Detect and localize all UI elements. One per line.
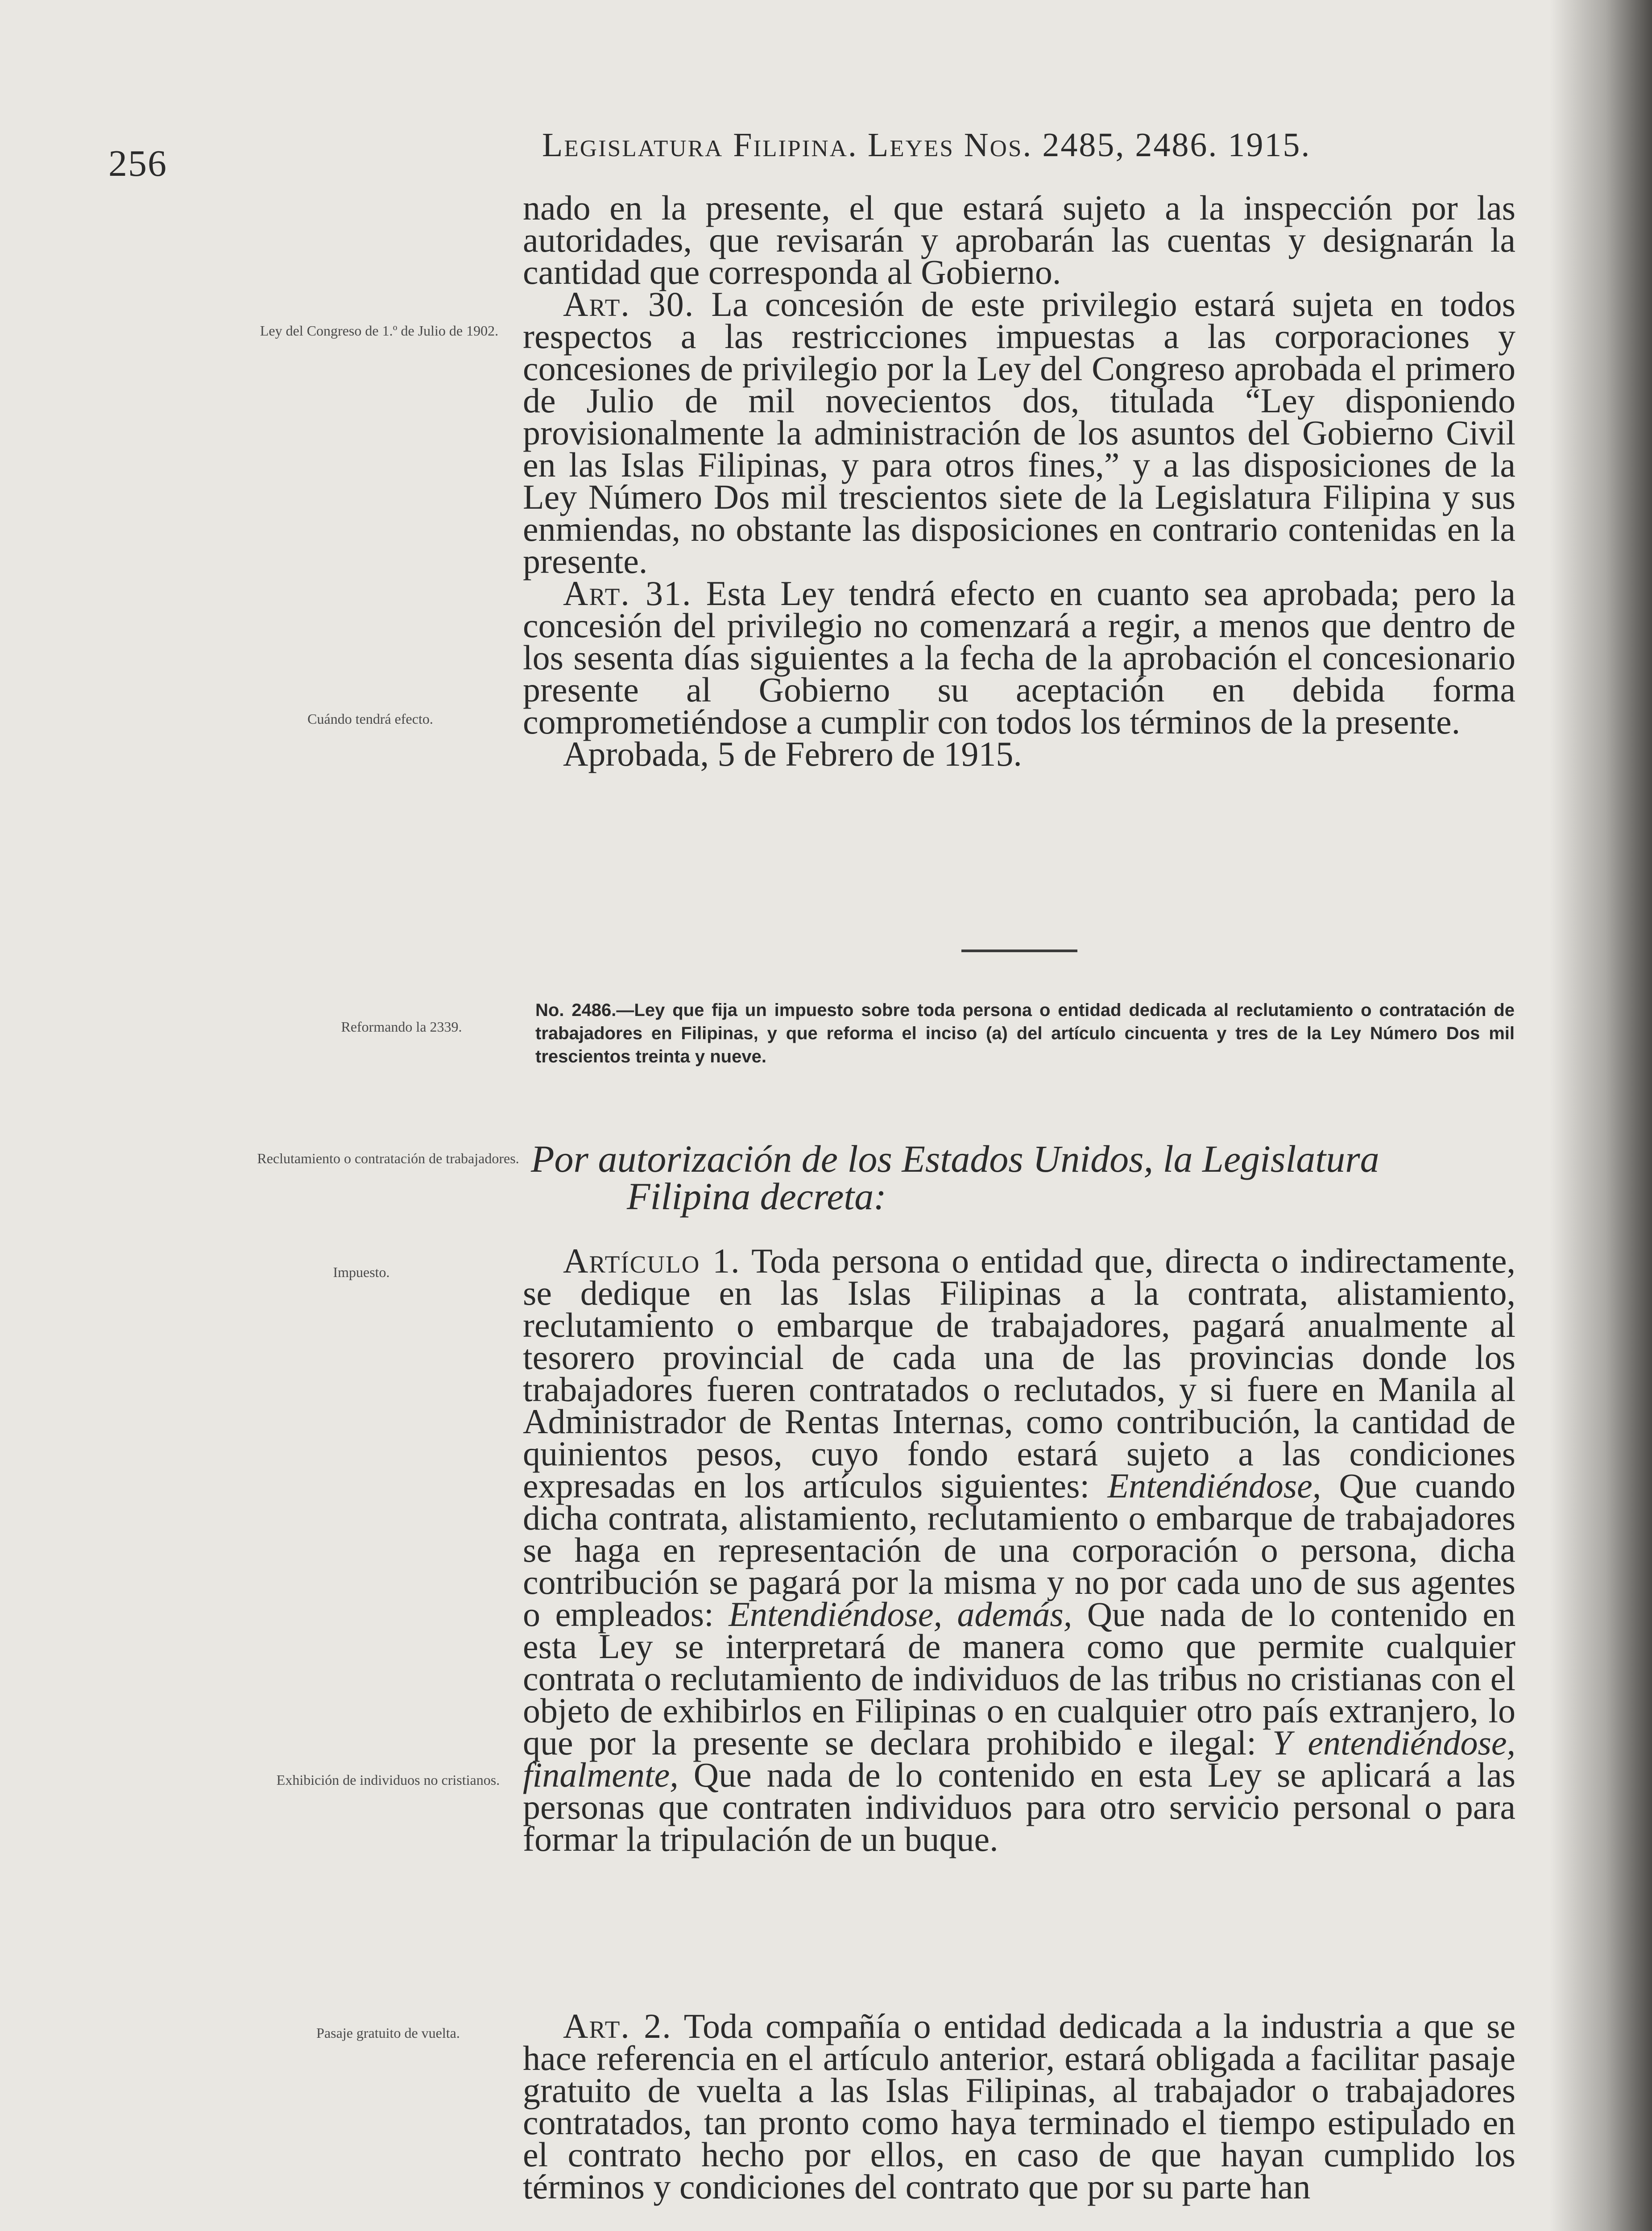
article-2-label: Art. 2. xyxy=(563,2007,672,2045)
margin-note-cuando-efecto: Cuándo tendrá efecto. xyxy=(307,711,433,727)
enacting-clause-line1: Por autorización de los Estados Unidos, la Legislatura xyxy=(531,1137,1379,1180)
margin-note-reformando: Reformando la 2339. xyxy=(341,1019,462,1035)
article-1-label: Artículo 1. xyxy=(563,1241,741,1280)
law-title: —Ley que fija un impuesto sobre toda persona o entidad dedicada al reclutamiento o contratación de trabajadores en Filipinas, y que reforma el inciso (a) del artículo cincuenta y tres de la Ley Número Dos mil trescientos treinta y nueve. xyxy=(535,1000,1515,1066)
margin-note-ley-congreso: Ley del Congreso de 1.º de Julio de 1902. xyxy=(260,323,499,339)
section-divider xyxy=(961,950,1077,952)
margin-note-reclutamiento: Reclutamiento o contratación de trabajadores. xyxy=(257,1150,519,1166)
law-number: No. 2486. xyxy=(535,1000,617,1020)
article-1-text-d: Que nada de lo contenido en esta Ley se aplicará a las personas que contraten individuos para otro servicio personal o para formar la tripulación de un buque. xyxy=(523,1755,1515,1858)
running-head: Legislatura Filipina. Leyes Nos. 2485, 2486. 1915. xyxy=(542,126,1311,164)
article-30 xyxy=(523,285,1516,581)
enacting-clause-line2: Filipina decreta: xyxy=(627,1175,886,1218)
article-2-text: Toda compañía o entidad dedicada a la industria a que se hace referencia en el artículo anterior, estará obligada a facilitar pasaje gratuito de vuelta a las Islas Filipinas, al trabajador o trabajadores contratados, tan pronto como haya terminado el tiempo estipulado en el contrato hecho por ellos, en caso de que hayan cumplido los términos y condiciones del contrato que por su parte han xyxy=(523,2007,1515,2206)
enacting-clause xyxy=(531,1137,1521,1218)
article-31-label: Art. 31. xyxy=(563,574,692,613)
article-1 xyxy=(523,1241,1516,1858)
text-block-article-1 xyxy=(523,1241,1516,1858)
margin-note-pasaje: Pasaje gratuito de vuelta. xyxy=(316,2025,460,2041)
paragraph-continuation: nado en la presente, el que estará sujeto a la inspección por las autoridades, que revisarán y aprobarán las cuentas y designarán la cantidad que corresponda al Gobierno. xyxy=(523,188,1515,291)
article-30-label: Art. 30. xyxy=(563,285,695,323)
approval-date: Aprobada, 5 de Febrero de 1915. xyxy=(563,734,1022,773)
article-1-text-b: Que cuando dicha contrata, alistamiento, reclutamiento o embarque de trabajadores se haga en representación de una corporación o persona, dicha contribución se pagará por la misma y no por cada uno de sus agentes o empleados: xyxy=(523,1466,1515,1634)
margin-note-exhibicion: Exhibición de individuos no cristianos. xyxy=(276,1772,500,1788)
article-31-text: Esta Ley tendrá efecto en cuanto sea aprobada; pero la concesión del privilegio no comenzará a regir, a menos que dentro de los sesenta días siguientes a la fecha de la aprobación el concesionario presente al Gobierno su aceptación en debida forma comprometiéndose a cumplir con todos los términos de la presente. xyxy=(523,574,1515,741)
margin-note-impuesto: Impuesto. xyxy=(333,1264,390,1280)
article-1-text-a: Toda persona o entidad que, directa o indirectamente, se dedique en las Islas Filipinas a la contrata, alistamiento, reclutamiento o embarque de trabajadores, pagará anualmente al tesorero provincial de cada una de las provincias donde los trabajadores fueren contratados o reclutados, y si fuere en Manila al Administrador de Rentas Internas, como contribución, la cantidad de quinientos pesos, cuyo fondo estará sujeto a las condiciones expresadas en los artículos siguientes: xyxy=(523,1241,1516,1505)
binding-shadow xyxy=(1549,0,1652,2231)
article-30-text: La concesión de este privilegio estará sujeta en todos respectos a las restricciones impuestas a las corporaciones y concesiones de privilegio por la Ley del Congreso aprobada el primero de Julio de mil novecientos dos, titulada “Ley disponiendo provisionalmente la administración de los asuntos del Gobierno Civil en las Islas Filipinas, y para otros fines,” y a las disposiciones de la Ley Número Dos mil trescientos siete de la Legislatura Filipina y sus enmiendas, no obstante las disposiciones en contrario contenidas en la presente. xyxy=(523,285,1516,581)
article-1-proviso-2: Entendiéndose, además, xyxy=(729,1595,1072,1634)
text-block-ley-2485-end xyxy=(523,188,1516,773)
text-block-article-2 xyxy=(523,2007,1515,2206)
article-1-text-c: Que nada de lo contenido en esta Ley se interpretará de manera como que permite cualquier contrata o reclutamiento de individuos de las tribus no cristianas con el objeto de exhibirlos en Filipinas o en cualquier otro país extranjero, lo que por la presente se declara prohibido e ilegal: xyxy=(523,1595,1516,1762)
article-31 xyxy=(523,574,1515,741)
article-1-proviso-3: Y entendiéndose, finalmente, xyxy=(523,1723,1516,1794)
law-2486-heading xyxy=(535,999,1515,1068)
article-1-proviso-1: Entendiéndose, xyxy=(1107,1466,1321,1505)
page-number: 256 xyxy=(108,143,167,184)
article-2 xyxy=(523,2007,1515,2206)
